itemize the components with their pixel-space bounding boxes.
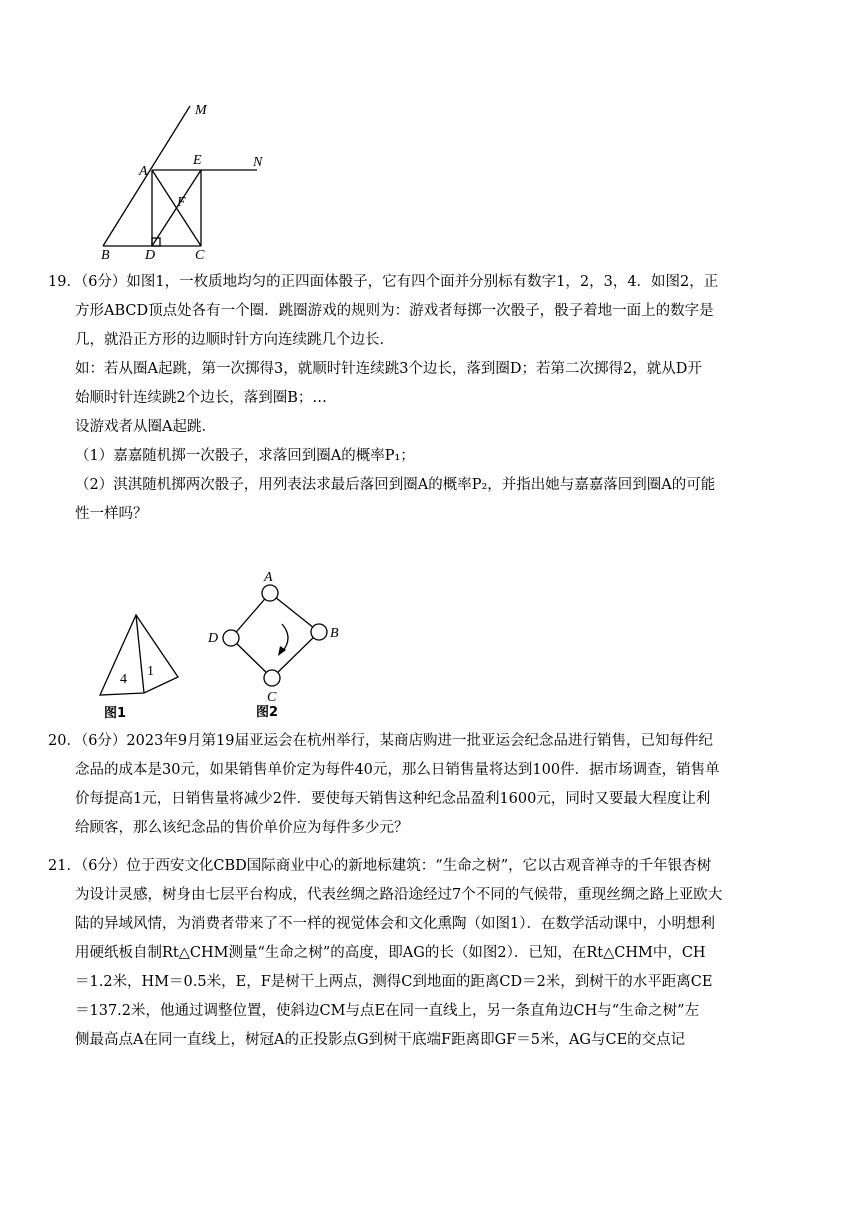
q20-line-1: 20．（6分）2023年9月第19届亚运会在杭州举行，某商店购进一批亚运会纪念品进行销售，已知每件纪 (48, 733, 713, 749)
q20-line-4: 给顾客，那么该纪念品的售价单价应为每件多少元？ (75, 820, 409, 836)
figure-2-caption: 图2 (256, 705, 279, 720)
q19-line-3: 几，就沿正方形的边顺时针方向连续跳几个边长． (75, 332, 394, 348)
q19-line-6: 设游戏者从圈A起跳． (75, 419, 216, 435)
label-A: A (139, 164, 148, 179)
figure-1-caption: 图1 (104, 706, 127, 721)
die-face-4: 4 (120, 672, 127, 687)
label-F: F (177, 195, 186, 210)
label-M: M (195, 103, 207, 118)
q19-line-2: 方形ABCD顶点处各有一个圈．跳圈游戏的规则为：游戏者每掷一次骰子，骰子着地一面上的数字是 (75, 303, 714, 319)
tetrahedron-die-figure (96, 605, 196, 725)
q21-line-3: 陆的异域风情，为消费者带来了不一样的视觉体会和文化熏陶（如图1）．在数学活动课中，小明想利 (75, 916, 715, 932)
q19-line-5: 始顺时针连续跳2个边长，落到圈B；… (75, 390, 327, 406)
q20-line-3: 价每提高1元，日销售量将减少2件．要使每天销售这种纪念品盈利1600元，同时又要最大程度让利 (75, 791, 711, 807)
label-E: E (193, 153, 202, 168)
label-circle-A: A (264, 570, 273, 585)
q19-line-1: 19．（6分）如图1，一枚质地均匀的正四面体骰子，它有四个面并分别标有数字1，2，3，4．如图2，正 (48, 274, 719, 290)
q20-line-2: 念品的成本是30元，如果销售单价定为每件40元，那么日销售量将达到100件．据市场调查，销售单 (75, 762, 720, 778)
q21-line-7: 侧最高点A在同一直线上，树冠A的正投影点G到树干底端F距离即GF＝5米，AG与CE的交点记 (75, 1032, 686, 1048)
clockwise-arrow-icon (282, 624, 288, 652)
label-circle-C: C (267, 690, 277, 705)
label-circle-D: D (208, 631, 219, 646)
q21-line-4: 用硬纸板自制Rt△CHM测量“生命之树”的高度，即AG的长（如图2）．已知，在Rt△CHM中，CH (75, 945, 706, 961)
q21-line-2: 为设计灵感，树身由七层平台构成，代表丝绸之路沿途经过7个不同的气候带，重现丝绸之路上亚欧大 (75, 887, 723, 903)
circle-B (311, 624, 327, 640)
q21-line-5: ＝1.2米，HM＝0.5米，E，F是树干上两点，测得C到地面的距离CD＝2米，到树干的水平距离CE (75, 974, 713, 990)
square-jump-figure (200, 566, 350, 722)
q19-line-4: 如：若从圈A起跳，第一次掷得3，就顺时针连续跳3个边长，落到圈D；若第二次掷得2，就从D开 (75, 361, 702, 377)
label-C: C (195, 248, 205, 263)
label-B: B (101, 248, 110, 263)
circle-A (262, 585, 278, 601)
label-N: N (253, 155, 263, 170)
q19-line-9: 性一样吗？ (75, 506, 148, 522)
q21-line-1: 21．（6分）位于西安文化CBD国际商业中心的新地标建筑：“生命之树”，它以古观音禅寺的千年银杏树 (48, 858, 712, 874)
die-face-1: 1 (147, 664, 154, 679)
q19-line-8: （2）淇淇随机掷两次骰子，用列表法求最后落回到圈A的概率P₂，并指出她与嘉嘉落回到圈A的可能 (75, 477, 716, 493)
label-D: D (145, 248, 156, 263)
geometry-figure-18 (95, 96, 275, 264)
label-circle-B: B (330, 626, 339, 641)
q19-line-7: （1）嘉嘉随机掷一次骰子，求落回到圈A的概率P₁； (75, 448, 415, 464)
q21-line-6: ＝137.2米，他通过调整位置，使斜边CM与点E在同一直线上，另一条直角边CH与“生命之树”左 (75, 1003, 700, 1019)
circle-D (223, 630, 239, 646)
circle-C (264, 670, 280, 686)
